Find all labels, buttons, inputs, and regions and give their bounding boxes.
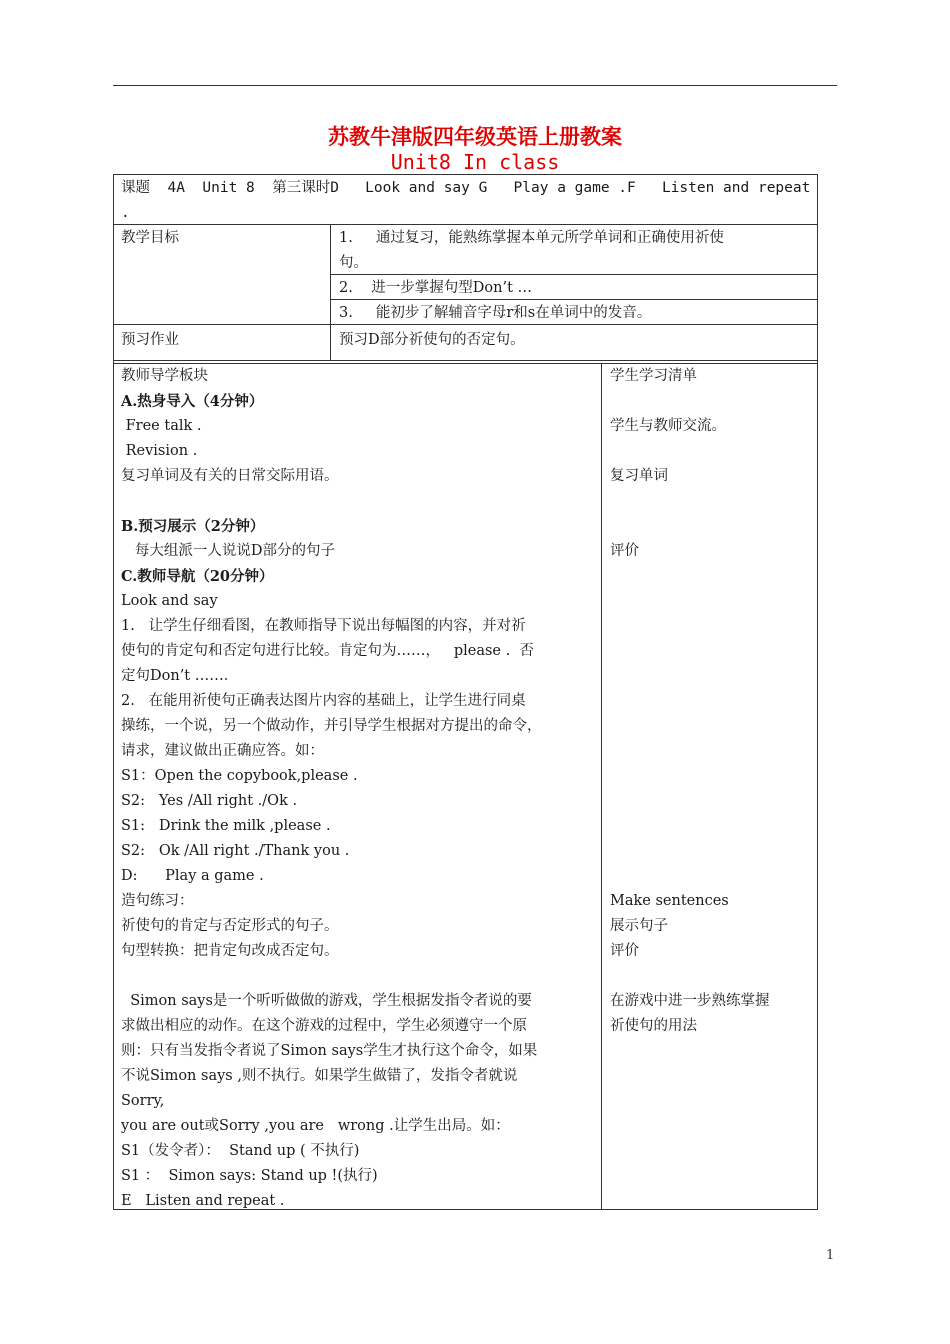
section-heading: B.预习展示（2分钟） [121, 518, 265, 535]
teacher-line: 2. 在能用祈使句正确表达图片内容的基础上，让学生进行同桌 [121, 693, 526, 709]
table-border-left [113, 174, 114, 1210]
objective-item: 3. 能初步了解辅音字母r和s在单词中的发音。 [339, 305, 652, 321]
teacher-line: E Listen and repeat . [121, 1193, 285, 1209]
teacher-lines [121, 389, 599, 1214]
teacher-line: you are out或Sorry ,you are wrong .让学生出局。如： [121, 1118, 510, 1134]
teacher-line: 造句练习： [121, 893, 194, 909]
student-line [610, 439, 815, 464]
section-heading: C.教师导航（20分钟） [121, 568, 274, 585]
student-line [610, 689, 815, 714]
teacher-line: Free talk . [121, 418, 202, 434]
teacher-line: 1. 让学生仔细看图，在教师指导下说出每幅图的内容，并对祈 [121, 618, 526, 634]
objectives-label: 教学目标 [121, 230, 179, 246]
teacher-line: 请求，建议做出正确应答。如： [121, 743, 324, 759]
table-col-divider-upper [330, 224, 331, 361]
section-heading: A.热身导入（4分钟） [121, 393, 264, 410]
page-number: 1 [826, 1248, 835, 1263]
lesson-topic-continuation: . [121, 205, 130, 221]
teacher-line: S1 ： Simon says: Stand up !(执行) [121, 1168, 378, 1184]
student-line [610, 664, 815, 689]
table-rule-after-preview-2 [113, 363, 818, 364]
student-line: 展示句子 [610, 918, 668, 934]
student-line [610, 964, 815, 989]
student-line [610, 839, 815, 864]
teacher-line: Look and say [121, 593, 218, 609]
teacher-line: Revision . [121, 443, 198, 459]
preview-content: 预习D部分祈使句的否定句。 [339, 332, 525, 348]
teacher-line: 定句Don’t ……． [121, 668, 239, 684]
document-subtitle: Unit8 In class [390, 150, 560, 174]
student-line [610, 739, 815, 764]
preview-label: 预习作业 [121, 332, 179, 348]
teacher-line: Sorry, [121, 1093, 165, 1109]
student-line [610, 389, 815, 414]
teacher-line [121, 489, 599, 514]
teacher-line: S1（发令者）： Stand up ( 不执行) [121, 1143, 360, 1159]
teacher-line: 使句的肯定句和否定句进行比较。肯定句为……， please . 否 [121, 643, 534, 659]
lesson-topic: 课题 4A Unit 8 第三课时D Look and say G Play a game .F Listen and repeat [121, 180, 811, 196]
teacher-line: 祈使句的肯定与否定形式的句子。 [121, 918, 339, 934]
student-line: 评价 [610, 543, 639, 559]
student-line [610, 514, 815, 539]
teacher-line: D: Play a game . [121, 868, 264, 884]
table-rule-objective-1 [330, 274, 818, 275]
teacher-column-header: 教师导学板块 [121, 368, 208, 384]
student-line [610, 789, 815, 814]
student-line: 复习单词 [610, 468, 668, 484]
table-col-divider-lower [601, 363, 602, 1210]
teacher-line: S2: Yes /All right ./Ok . [121, 793, 298, 809]
objective-item: 2. 进一步掌握句型Don’t … [339, 280, 533, 296]
student-line [610, 614, 815, 639]
teacher-line: S2: Ok /All right ./Thank you . [121, 843, 350, 859]
teacher-line: 每大组派一人说说D部分的句子 [121, 543, 335, 559]
objective-item: 句。 [339, 255, 368, 271]
student-line [610, 714, 815, 739]
teacher-line: 句型转换：把肯定句改成否定句。 [121, 943, 339, 959]
teacher-line: S1：Open the copybook,please . [121, 768, 358, 784]
objective-item: 1. 通过复习，能熟练掌握本单元所学单词和正确使用祈使 [339, 230, 724, 246]
student-line [610, 764, 815, 789]
student-column-header: 学生学习清单 [610, 368, 697, 384]
student-line [610, 489, 815, 514]
student-line [610, 814, 815, 839]
student-line: 祈使句的用法 [610, 1018, 697, 1034]
table-rule-after-preview [113, 360, 818, 361]
student-line: 在游戏中进一步熟练掌握 [610, 993, 770, 1009]
student-line: 评价 [610, 943, 639, 959]
teacher-line [121, 964, 599, 989]
student-line [610, 639, 815, 664]
student-line: 学生与教师交流。 [610, 418, 726, 434]
teacher-line: 则：只有当发指令者说了Simon says学生才执行这个命令，如果 [121, 1043, 538, 1059]
student-line [610, 564, 815, 589]
student-lines [610, 389, 815, 1039]
teacher-line: 复习单词及有关的日常交际用语。 [121, 468, 339, 484]
table-rule-after-topic [113, 224, 818, 225]
student-line [610, 589, 815, 614]
teacher-line: 不说Simon says ,则不执行。如果学生做错了，发指令者就说 [121, 1068, 518, 1084]
document-title: 苏教牛津版四年级英语上册教案 [328, 124, 622, 149]
teacher-line: S1: Drink the milk ,please . [121, 818, 331, 834]
header-rule [113, 85, 837, 86]
teacher-line: 操练，一个说，另一个做动作，并引导学生根据对方提出的命令， [121, 718, 542, 734]
teacher-line: Simon says是一个听听做做的游戏，学生根据发指令者说的要 [121, 993, 532, 1009]
table-border-top [113, 174, 818, 175]
teacher-line: 求做出相应的动作。在这个游戏的过程中，学生必须遵守一个原 [121, 1018, 527, 1034]
student-line: Make sentences [610, 893, 729, 909]
student-line [610, 864, 815, 889]
table-border-right [817, 174, 818, 1210]
